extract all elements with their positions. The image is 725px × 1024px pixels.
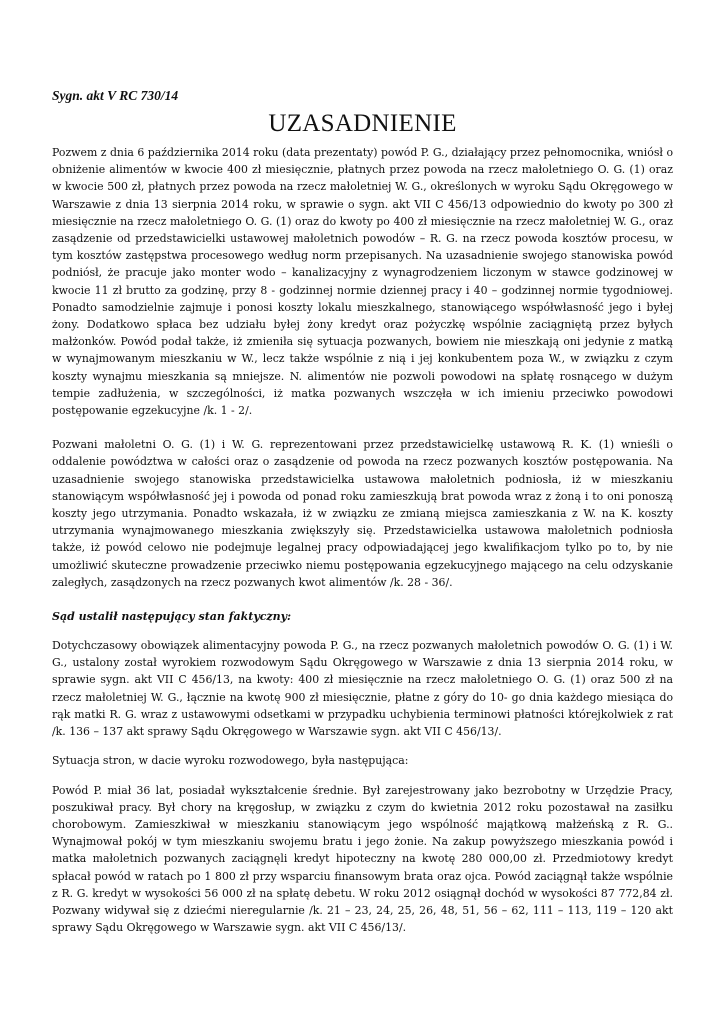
spacer — [52, 625, 673, 637]
spacer — [52, 419, 673, 436]
spacer — [52, 740, 673, 752]
document-title: UZASADNIENIE — [268, 110, 457, 137]
paragraph-fact-1: Dotychczasowy obowiązek alimentacyjny powoda P. G., na rzecz pozwanych małoletnich powodów O. G. (1) i W. G., ustalony został wyrokiem rozwodowym Sądu Okręgowego w Warszawie z dnia 13 sierpnia 2014 roku, w sprawie sygn. akt VII C 456/13, na kwoty: 400 zł miesięcznie na rzecz małoletniego O. G. (1) oraz 500 zł na rzecz małoletniej W. G., łącznie na kwotę 900 zł miesięcznie, płatne z góry do 10- go dnia każdego miesiąca do rąk matki R. G. wraz z ustawowymi odsetkami w przypadku uchybienia terminowi płatności którejkolwiek z rat /k. 136 – 137 akt sprawy Sądu Okręgowego w Warszawie sygn. akt VII C 456/13/. — [52, 639, 673, 739]
paragraph-defense: Pozwani małoletni O. G. (1) i W. G. reprezentowani przez przedstawicielkę ustawową R. K. (1) wnieśli o oddalenie powództwa w całości oraz o zasądzenie od powoda na rzecz pozwanych kosztów postępowania. Na uzasadnienie swojego stanowiska przedstawicielka ustawowa małoletnich podniosła, iż w mieszkaniu stanowiącym współwłasność jej i powoda od ponad roku zamieszkują brat powoda wraz z żoną i to oni ponoszą koszty jego utrzymania. Ponadto wskazała, iż w związku ze zmianą miejsca zamieszkania z W. na K. koszty utrzymania wynajmowanego mieszkania zwiększyły się. Przedstawicielka ustawowa małoletnich podniosła także, iż powód celowo nie podejmuje legalnej pracy odpowiadającej jego kwalifikacjom tylko po to, by nie umożliwić skuteczne prowadzenie przeciwko niemu postępowania egzekucyjnego mającego na celu odzyskanie zaległych, zasądzonych na rzecz pozwanych kwot alimentów /k. 28 - 36/. — [52, 438, 673, 589]
case-signature: Sygn. akt V RC 730/14 — [52, 88, 179, 103]
paragraph-fact-3: Powód P. miał 36 lat, posiadał wykształcenie średnie. Był zarejestrowany jako bezrobotny w Urzędzie Pracy, poszukiwał pracy. Był chory na kręgosłup, w związku z czym do kwietnia 2012 roku pozostawał na zasiłku chorobowym. Zamieszkiwał w mieszkaniu stanowiącym jego wspólność majątkową małżeńską z R. G.. Wynajmował pokój w tym mieszkaniu swojemu bratu i jego żonie. Na zakup powyższego mieszkania powód i matka małoletnich pozwanych zaciągnęli kredyt hipoteczny na kwotę 280 000,00 zł. Przedmiotowy kredyt spłacał powód w ratach po 1 800 zł przy wsparciu finansowym brata oraz ojca. Powód zaciągnął także wspólnie z R. G. kredyt w wysokości 56 000 zł na spłatę debetu. W roku 2012 osiągnął dochód w wysokości 87 772,84 zł. Pozwany widywał się z dziećmi nieregularnie /k. 21 – 23, 24, 25, 26, 48, 51, 56 – 62, 111 – 113, 119 – 120 akt sprawy Sądu Okręgowego w Warszawie sygn. akt VII C 456/13/. — [52, 783, 673, 935]
section-heading: Sąd ustalił następujący stan faktyczny: — [52, 610, 292, 624]
spacer — [52, 770, 673, 782]
paragraph-fact-2: Sytuacja stron, w dacie wyroku rozwodowego, była następująca: — [52, 754, 409, 768]
paragraph-claim: Pozwem z dnia 6 października 2014 roku (data prezentaty) powód P. G., działający przez pełnomocnika, wniósł o obniżenie alimentów w kwocie 400 zł miesięcznie, płatnych przez powoda na rzecz małoletniego O. G. (1) oraz w kwocie 500 zł, płatnych przez powoda na rzecz małoletniej W. G., określonych w wyroku Sądu Okręgowego w Warszawie z dnia 13 sierpnia 2014 roku, w sprawie o sygn. akt VII C 456/13 odpowiednio do kwoty po 300 zł miesięcznie na rzecz małoletniego O. G. (1) oraz do kwoty po 400 zł miesięcznie na rzecz małoletniej W. G., oraz zasądzenie od przedstawicielki ustawowej małoletnich powodów – R. G. na rzecz powoda kosztów procesu, w tym kosztów zastępstwa procesowego według norm przepisanych. Na uzasadnienie swojego stanowiska powód podniósł, że pracuje jako monter wodo – kanalizacyjny z wynagrodzeniem liczonym w stawce godzinowej w kwocie 11 zł brutto za godzinę, przy 8 - godzinnej normie dziennej pracy i 40 – godzinnej normie tygodniowej. Ponadto samodzielnie zajmuje i ponosi koszty lokalu mieszkalnego, stanowiącego współwłasność jego i byłej żony. Dodatkowo spłaca bez udziału byłej żony kredyt oraz pożyczkę wspólnie zaciągniętą przez byłych małżonków. Powód podał także, iż zmieniła się sytuacja pozwanych, bowiem nie mieszkają oni jedynie z matką w wynajmowanym mieszkaniu w W., lecz także wspólnie z nią i jej konkubentem poza W., w związku z czym koszty wynajmu mieszkania są mniejsze. N. alimentów nie pozwoli powodowi na spłatę rosnącego w dużym tempie zadłużenia, w szczególności, iż matka pozwanych wszczęła w ich imieniu przeciwko powodowi postępowanie egzekucyjne /k. 1 - 2/. — [52, 146, 673, 418]
spacer — [52, 591, 673, 608]
